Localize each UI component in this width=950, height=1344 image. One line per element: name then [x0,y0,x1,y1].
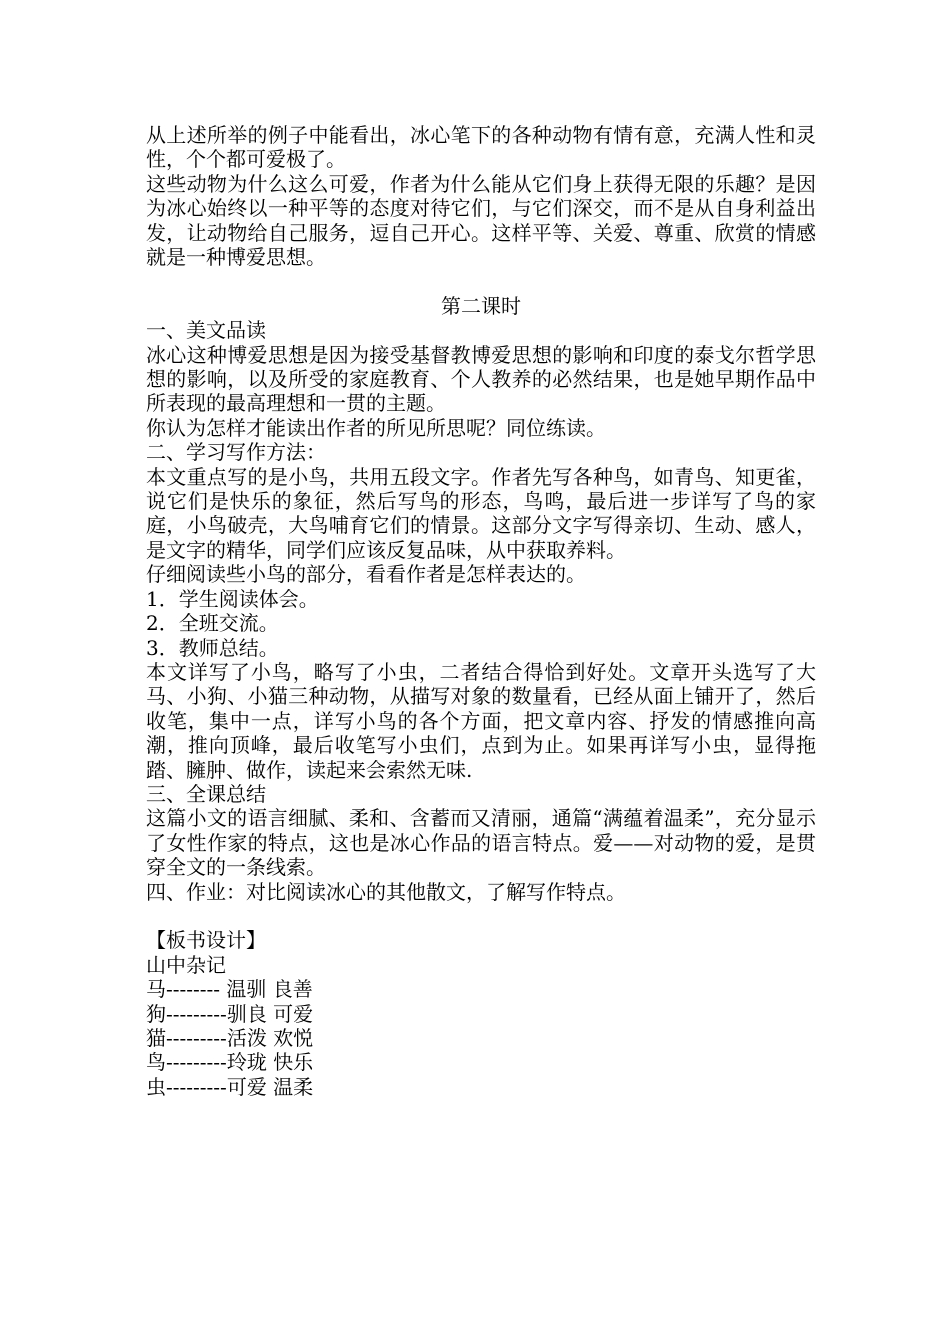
board-title: 山中杂记 [146,952,226,977]
paragraph: 本文重点写的是小鸟，共用五段文字。作者先写各种鸟，如青鸟、知更雀，说它们是快乐的象征，然后写鸟的形态，鸟鸣，最后进一步详写了鸟的家庭，小鸟破壳，大鸟哺育它们的情景。这部分文字写得亲切、生动、感人，是文字的精华，同学们应该反复品味，从中获取养料。 [146,464,816,562]
board-row: 马-------- 温驯 良善 [146,977,313,1002]
paragraph: 你认为怎样才能读出作者的所见所思呢？同位练读。 [146,415,606,440]
section-title: 三、全课总结 [146,781,266,806]
board-row: 虫---------可爱 温柔 [146,1074,314,1099]
paragraph: 本文详写了小鸟，略写了小虫，二者结合得恰到好处。文章开头选写了大马、小狗、小猫三种动物，从描写对象的数量看，已经从面上铺开了，然后收笔，集中一点，详写小鸟的各个方面，把文章内容、抒发的情感推向高潮，推向顶峰，最后收笔写小虫们，点到为止。如果再详写小虫，显得拖踏、臃肿、做作，读起来会索然无味. [146,659,816,782]
spacer [146,904,816,928]
board-row: 狗---------驯良 可爱 [146,1001,314,1026]
board-label: 【板书设计】 [146,928,266,953]
document-page [146,123,816,1099]
section-title: 一、美文品读 [146,318,266,343]
board-row: 鸟---------玲珑 快乐 [146,1050,314,1075]
lesson2-body [146,318,816,904]
paragraph: 冰心这种博爱思想是因为接受基督教博爱思想的影响和印度的泰戈尔哲学思想的影响，以及所受的家庭教育、个人教养的必然结果，也是她早期作品中所表现的最高理想和一贯的主题。 [146,342,816,416]
spacer [146,269,816,293]
board-row: 猫---------活泼 欢悦 [146,1026,314,1050]
section1 [146,123,816,269]
lesson-heading: 第二课时 [441,293,521,318]
paragraph: 从上述所举的例子中能看出，冰心笔下的各种动物有情有意，充满人性和灵性，个个都可爱极了。 [146,123,816,172]
board-design [146,928,816,1099]
step-item: 1．学生阅读体会。 [146,586,319,611]
paragraph: 这篇小文的语言细腻、柔和、含蓄而又清丽，通篇“满蕴着温柔”，充分显示了女性作家的特点，这也是冰心作品的语言特点。爱——对动物的爱，是贯穿全文的一条线索。 [146,806,816,880]
step-item: 2．全班交流。 [146,611,279,636]
paragraph: 仔细阅读些小鸟的部分，看看作者是怎样表达的。 [146,562,586,587]
section-title: 二、学习写作方法： [146,440,326,465]
homework: 四、作业：对比阅读冰心的其他散文，了解写作特点。 [146,879,626,904]
step-item: 3．教师总结。 [146,635,279,660]
paragraph: 这些动物为什么这么可爱，作者为什么能从它们身上获得无限的乐趣？是因为冰心始终以一种平等的态度对待它们，与它们深交，而不是从自身利益出发，让动物给自己服务，逗自己开心。这样平等、关爱、尊重、欣赏的情感就是一种博爱思想。 [146,171,816,270]
